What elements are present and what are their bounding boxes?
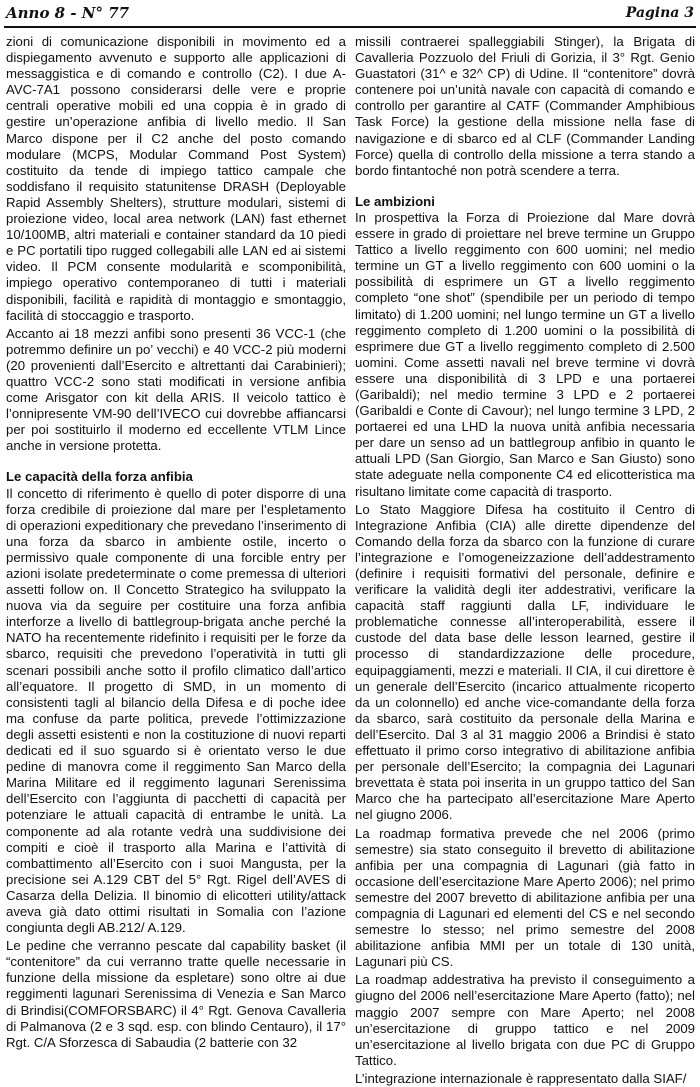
section-heading: Le ambizioni — [355, 193, 435, 209]
left-column — [6, 34, 346, 1050]
page-number: Pagina 3 — [625, 5, 694, 21]
issue-number: Anno 8 - N° 77 — [6, 4, 130, 22]
paragraph: zioni di comunicazione disponibili in movimento ed a dispiegamento avvenuto e supporto alle applicazioni di messaggistica e di comando e controllo (C2). I due A-AVC-7A1 possono considerarsi delle vere e proprie centrali operative mobili ed una coppia è in grado di gestire un’operazione anfibia di livello medio. Il San Marco dispone per il C2 anche del posto comando modulare (MCPS, Modular Command Post System) costituito da tende di impiego tattico campale che soddisfano il requisito statunitense DRASH (Deployable Rapid Assembly Shelters), strutture modulari, sistemi di proiezione video, local area network (LAN) fast ethernet 10/100MB, altri materiali e container standard da 10 piedi e PC portatili tipo rugged collegabili alle LAN ed ai sistemi video. Il PCM consente modularità e scomponibilità, impiego operativo contemporaneo di tutti i materiali disponibili, facilità e rapidità di montaggio e smontaggio, facilità di stoccaggio e trasporto. — [6, 34, 346, 323]
page-header — [6, 2, 694, 24]
paragraph: Il concetto di riferimento è quello di poter disporre di una forza credibile di proiezione dal mare per l’espletamento di operazioni expeditionary che prevedano l’inserimento di una forza da sbarco in ambiente ostile, incerto o permissivo quale componente di una forcible entry per azioni isolate predeterminate o come premessa di ulteriori assetti follow on. Il Concetto Strategico ha sviluppato la nuova via da seguire per costituire una forza anfibia interforze a livello di battlegroup-brigata anche perché la NATO ha recentemente ridefinito i requisiti per le forze da sbarco, requisiti che prevedono l’operatività in tutti gli scenari possibili anche sotto il profilo climatico dall’artico all’equatore. Il progetto di SMD, in un momento di consistenti tagli al bilancio della Difesa e di poche idee ma confuse da parte politica, prevede l’ottimizzazione degli assetti esistenti e non la costituzione di nuovi reparti dedicati ed il suo sguardo si è orientato verso le due pedine di manovra come il reggimento San Marco della Marina Militare ed il reggimento lagunari Serenissima dell’Esercito con l’aggiunta di pacchetti di capacità per potenziare le attuali capacità di entrambe le unità. La componente ad ala rotante vedrà una suddivisione dei compiti e cioè il trasporto alla Marina e l’attività di combattimento all’Esercito con i suoi Mangusta, per la precisione sei A.129 CBT del 5° Rgt. Rigel dell’AVES di Casarza della Delizia. Il binomio di elicotteri utility/attack aveva già dato ottimi risultati in Somalia con l’azione congiunta degli AB.212/ A.129. — [6, 485, 346, 936]
paragraph: Lo Stato Maggiore Difesa ha costituito il Centro di Integrazione Anfibia (CIA) alle dirette dipendenze del Comando della forza da sbarco con la funzione di curare l’integrazione e l’omogeneizzazione dell’addestramento (definire i requisiti formativi del personale, definire e verificare la validità degli iter addestrativi, verificare la capacità staff raggiunti dalla LF, individuare le problematiche connesse all’interoperabilità, essere il custode del data base delle lesson learned, gestire il processo di standardizzazione delle procedure, equipaggiamenti, mezzi e materiali. Il CIA, il cui direttore è un generale dell’Esercito (incarico attualmente ricoperto da un colonnello) ed anche vice-comandante della forza da sbarco, sarà costituito da personale della Marina e dell’Esercito. Dal 3 al 31 maggio 2006 a Brindisi è stato effettuato il primo corso integrativo di abilitazione anfibia per personale dell’Esercito; la compagnia dei Lagunari brevettata è stata poi inserita in un gruppo tattico del San Marco che ha partecipato all’esercitazione Mare Aperto nel giugno 2006. — [355, 501, 695, 823]
paragraph: La roadmap addestrativa ha previsto il conseguimento a giugno del 2006 nell’esercitazione Mare Aperto (fatto); nel maggio 2007 sempre con Mare Aperto; nel 2008 un’esercitazione di gruppo tattico e nel 2009 un’esercitazione al livello brigata con due PC di Gruppo Tattico. — [355, 972, 695, 1068]
paragraph: missili contraerei spalleggiabili Stinger), la Brigata di Cavalleria Pozzuolo del Friuli di Gorizia, il 3° Rgt. Genio Guastatori (31^ e 32^ CP) di Udine. Il “contenitore” dovrà contenere poi un’unità navale con capacità di comando e controllo per garantire al CATF (Commander Amphibious Task Force) la gestione della missione nella fase di navigazione e di sbarco ed al CLF (Commander Landing Force) quella di controllo della missione a terra stando a bordo fintantoché non potrà scendere a terra. — [355, 34, 695, 178]
header-divider — [4, 26, 696, 28]
paragraph: Le pedine che verranno pescate dal capability basket (il “contenitore” da cui verranno tratte quelle necessarie in funzione della missione da espletare) sono oltre ai due reggimenti lagunari Serenissima di Venezia e San Marco di Brindisi(COMFORSBARC) il 4° Rgt. Genova Cavalleria di Palmanova (2 e 3 sqd. esp. con blindo Centauro), il 17° Rgt. C/A Sforzesca di Sabaudia (2 batterie con 32 — [6, 938, 346, 1050]
paragraph: La roadmap formativa prevede che nel 2006 (primo semestre) sia stato conseguito il brevetto di abilitazione anfibia per una compagnia di Lagunari (già fatto in occasione dell’esercitazione Mare Aperto 2006); nel primo semestre del 2007 brevetto di abilitazione anfibia per una compagnia di Lagunari ed elementi del CS e nel secondo semestre lo stesso; nel primo semestre del 2008 abilitazione anfibia MMI per un totale di 130 unità, Lagunari più CS. — [355, 825, 695, 970]
paragraph: L’integrazione internazionale è rappresentato dalla SIAF/ — [355, 1070, 687, 1086]
paragraph: In prospettiva la Forza di Proiezione dal Mare dovrà essere in grado di proiettare nel breve termine un Gruppo Tattico a livello reggimento con 600 uomini; nel medio termine un GT a livello reggimento con 600 uomini o la possibilità di esprimere un GT a livello reggimento completo “one shot” (spendibile per un periodo di tempo limitato) di 1.200 uomini; nel lungo termine un GT a livello reggimento completo di 1.200 uomini o la possibilità di esprimere due GT a livello reggimento completo di 2.500 uomini. Come assetti navali nel breve termine vi dovrà essere una disponibilità di 3 LPD e una portaerei (Garibaldi); nel medio termine 3 LPD e 2 portaerei (Garibaldi e Conte di Cavour); nel lungo termine 3 LPD, 2 portaerei ed una LHD la nuova unità anfibia necessaria per dare un senso ad un battlegroup anfibio in quanto le attuali LPD (San Giorgio, San Marco e San Giusto) sono state adeguate nella componente C4 ed elicotteristica ma risultano limitate come capacità di trasporto. — [355, 209, 695, 499]
right-column — [355, 34, 695, 1086]
section-heading: Le capacità della forza anfibia — [6, 469, 193, 485]
paragraph: Accanto ai 18 mezzi anfibi sono presenti 36 VCC-1 (che potremmo definire un po’ vecchi) e 40 VCC-2 più moderni (20 provenienti dall’Esercito e altrettanti dai Carabinieri); quattro VCC-2 sono stati modificati in versione anfibia come Arisgator con kit della ARIS. Il veicolo tattico è l’onnipresente VM-90 dell’IVECO cui dovrebbe affiancarsi per poi sostituirlo il moderno ed eccellente VTLM Lince anche in versione protetta. — [6, 325, 346, 454]
